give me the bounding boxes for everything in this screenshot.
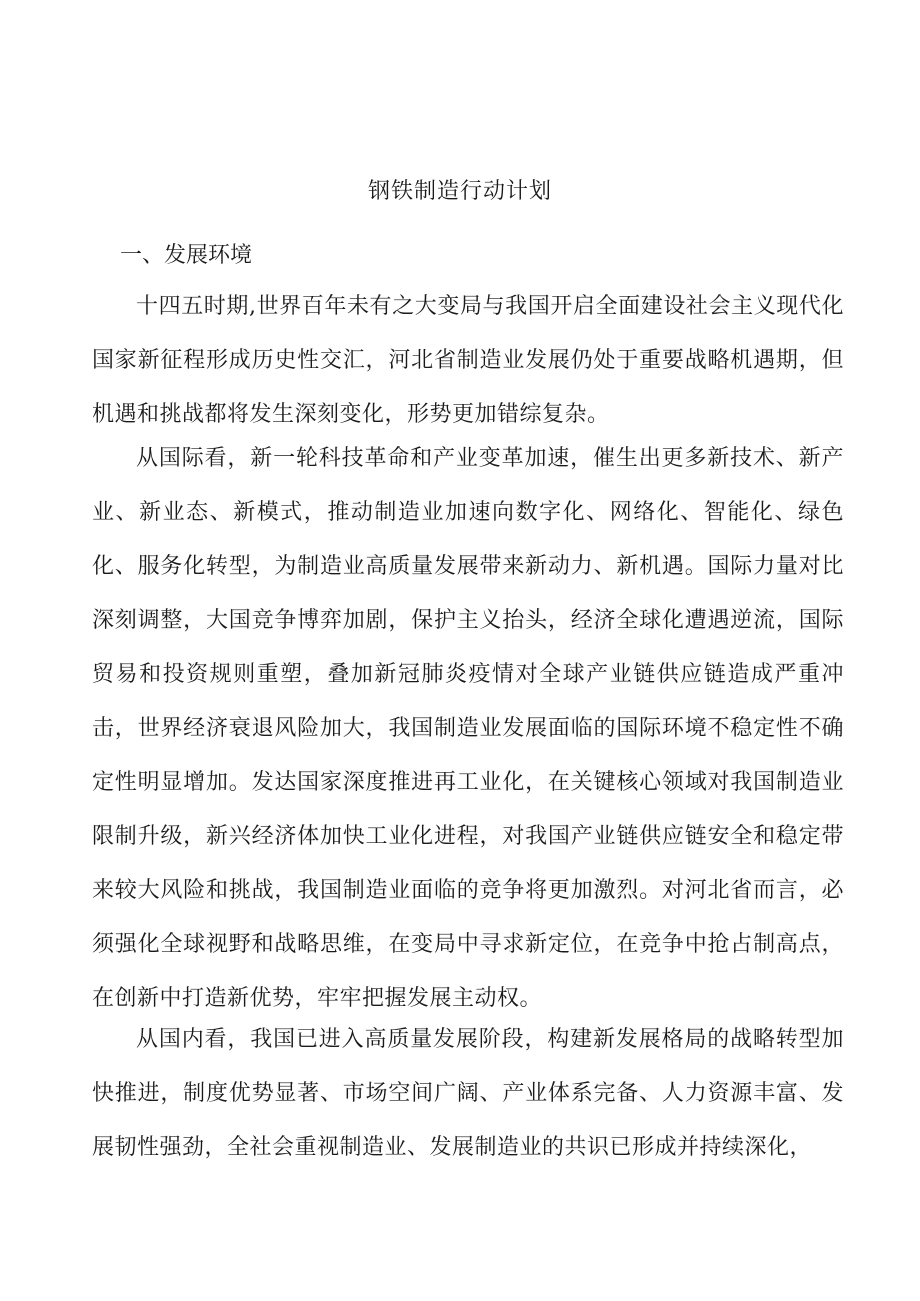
section-heading: 一、发展环境	[120, 243, 253, 268]
paragraph-2: 从国际看，新一轮科技革命和产业变革加速，催生出更多新技术、新产业、新业态、新模式，推动制造业加速向数字化、网络化、智能化、绿色化、服务化转型，为制造业高质量发展带来新动力、新机遇。国际力量对比深刻调整，大国竞争博弈加剧，保护主义抬头，经济全球化遭遇逆流，国际贸易和投资规则重塑，叠加新冠肺炎疫情对全球产业链供应链造成严重冲击，世界经济衰退风险加大，我国制造业发展面临的国际环境不稳定性不确定性明显增加。发达国家深度推进再工业化，在关键核心领域对我国制造业限制升级，新兴经济体加快工业化进程，对我国产业链供应链安全和稳定带来较大风险和挑战，我国制造业面临的竞争将更加激烈。对河北省而言，必须强化全球视野和战略思维，在变局中寻求新定位，在竞争中抢占制高点，在创新中打造新优势，牢牢把握发展主动权。	[92, 446, 844, 1011]
paragraph-3: 从国内看，我国已进入高质量发展阶段，构建新发展格局的战略转型加快推进，制度优势显著、市场空间广阔、产业体系完备、人力资源丰富、发展韧性强劲，全社会重视制造业、发展制造业的共识已形成并持续深化，	[92, 1027, 844, 1160]
paragraph-1: 十四五时期,世界百年未有之大变局与我国开启全面建设社会主义现代化国家新征程形成历史性交汇，河北省制造业发展仍处于重要战略机遇期，但机遇和挑战都将发生深刻变化，形势更加错综复杂。	[92, 294, 844, 427]
document-title: 钢铁制造行动计划	[367, 179, 552, 204]
